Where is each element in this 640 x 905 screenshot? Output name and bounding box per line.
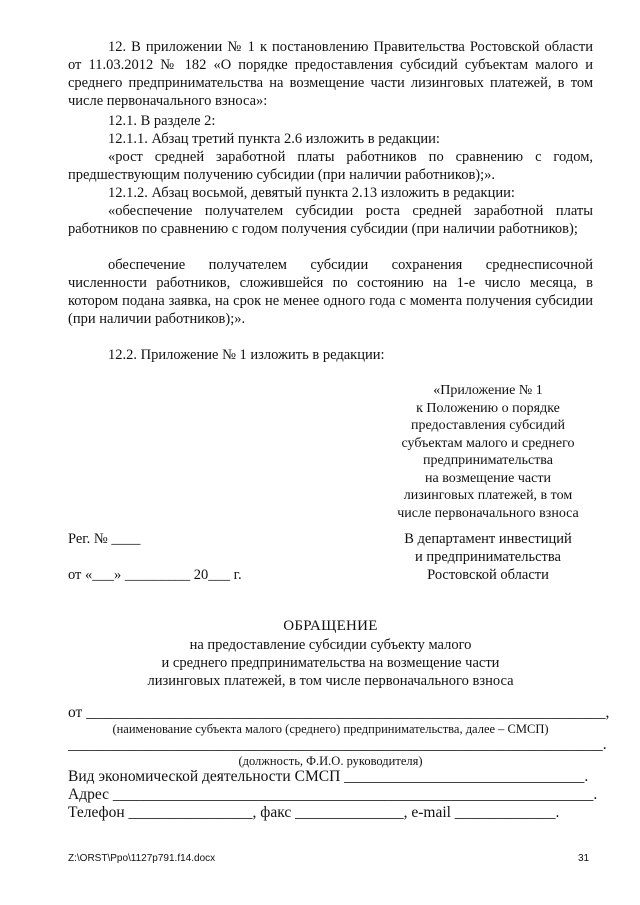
phone-fax-email-field: Телефон ________________, факс ______________, e-mail _____________.	[68, 804, 560, 821]
appendix-line: субъектам малого и среднего	[401, 435, 575, 451]
appendix-line: на возмещение части	[425, 470, 551, 486]
application-subtitle: лизинговых платежей, в том числе первоначального взноса	[147, 673, 514, 689]
appendix-line: лизинговых платежей, в том	[403, 488, 573, 503]
department-line: Ростовской области	[427, 567, 549, 583]
paragraph-12: 12. В приложении № 1 к постановлению Правительства Ростовской области от 11.03.2012 № 182 «О порядке предоставления субсидий субъектам малого и среднего предпринимательства на возмещение части лизинговых платежей, в том числе первоначального взноса»:	[68, 39, 593, 109]
activity-field: Вид экономической деятельности СМСП _______________________________.	[68, 768, 589, 785]
head-field-hint: (должность, Ф.И.О. руководителя)	[238, 754, 423, 768]
paragraph-12-1: 12.1. В разделе 2:	[108, 113, 216, 129]
paragraph-quote-1: «рост средней заработной платы работников по сравнению с годом, предшествующим получению субсидии (при наличии работников);».	[68, 149, 593, 183]
application-subtitle: и среднего предпринимательства на возмещение части	[161, 655, 500, 671]
department-line: В департамент инвестиций	[404, 531, 572, 547]
appendix-line: к Положению о порядке	[416, 400, 560, 416]
paragraph-quote-2: «обеспечение получателем субсидии роста средней заработной платы работников по сравнению с годом получения субсидии (при наличии работников);	[68, 203, 593, 237]
from-field: от ___________________________________________________________________,	[68, 704, 610, 721]
footer-page-number: 31	[578, 853, 590, 864]
paragraph-12-2: 12.2. Приложение № 1 изложить в редакции:	[108, 347, 385, 363]
paragraph-12-1-2: 12.1.2. Абзац восьмой, девятый пункта 2.13 изложить в редакции:	[108, 185, 515, 201]
department-line: и предпринимательства	[415, 549, 561, 565]
paragraph-quote-3: обеспечение получателем субсидии сохранения среднесписочной численности работников, сложившейся по состоянию на 1-е число месяца, в котором подана заявка, на срок не менее одного года с момента получения субсидии (при наличии работников);».	[68, 257, 593, 327]
appendix-line: числе первоначального взноса	[397, 505, 579, 521]
application-title: ОБРАЩЕНИЕ	[283, 618, 378, 634]
registration-number: Рег. № ____	[68, 531, 141, 547]
appendix-line: предпринимательства	[423, 453, 553, 468]
address-field: Адрес ______________________________________________________________.	[68, 786, 598, 803]
appendix-line: предоставления субсидий	[410, 418, 566, 433]
from-field-hint: (наименование субъекта малого (среднего) предпринимательства, далее – СМСП)	[112, 722, 549, 736]
application-subtitle: на предоставление субсидии субъекту малого	[189, 637, 472, 653]
department-address	[388, 530, 588, 584]
paragraph-12-1-1: 12.1.1. Абзац третий пункта 2.6 изложить в редакции:	[108, 131, 440, 147]
footer-file-path: Z:\ORST\Ppo\1127p791.f14.docx	[68, 853, 216, 864]
appendix-header	[383, 382, 593, 522]
head-field: _____________________________________________________________________.	[68, 736, 607, 753]
registration-date: от «___» _________ 20___ г.	[68, 567, 242, 583]
appendix-line: «Приложение № 1	[433, 383, 543, 398]
